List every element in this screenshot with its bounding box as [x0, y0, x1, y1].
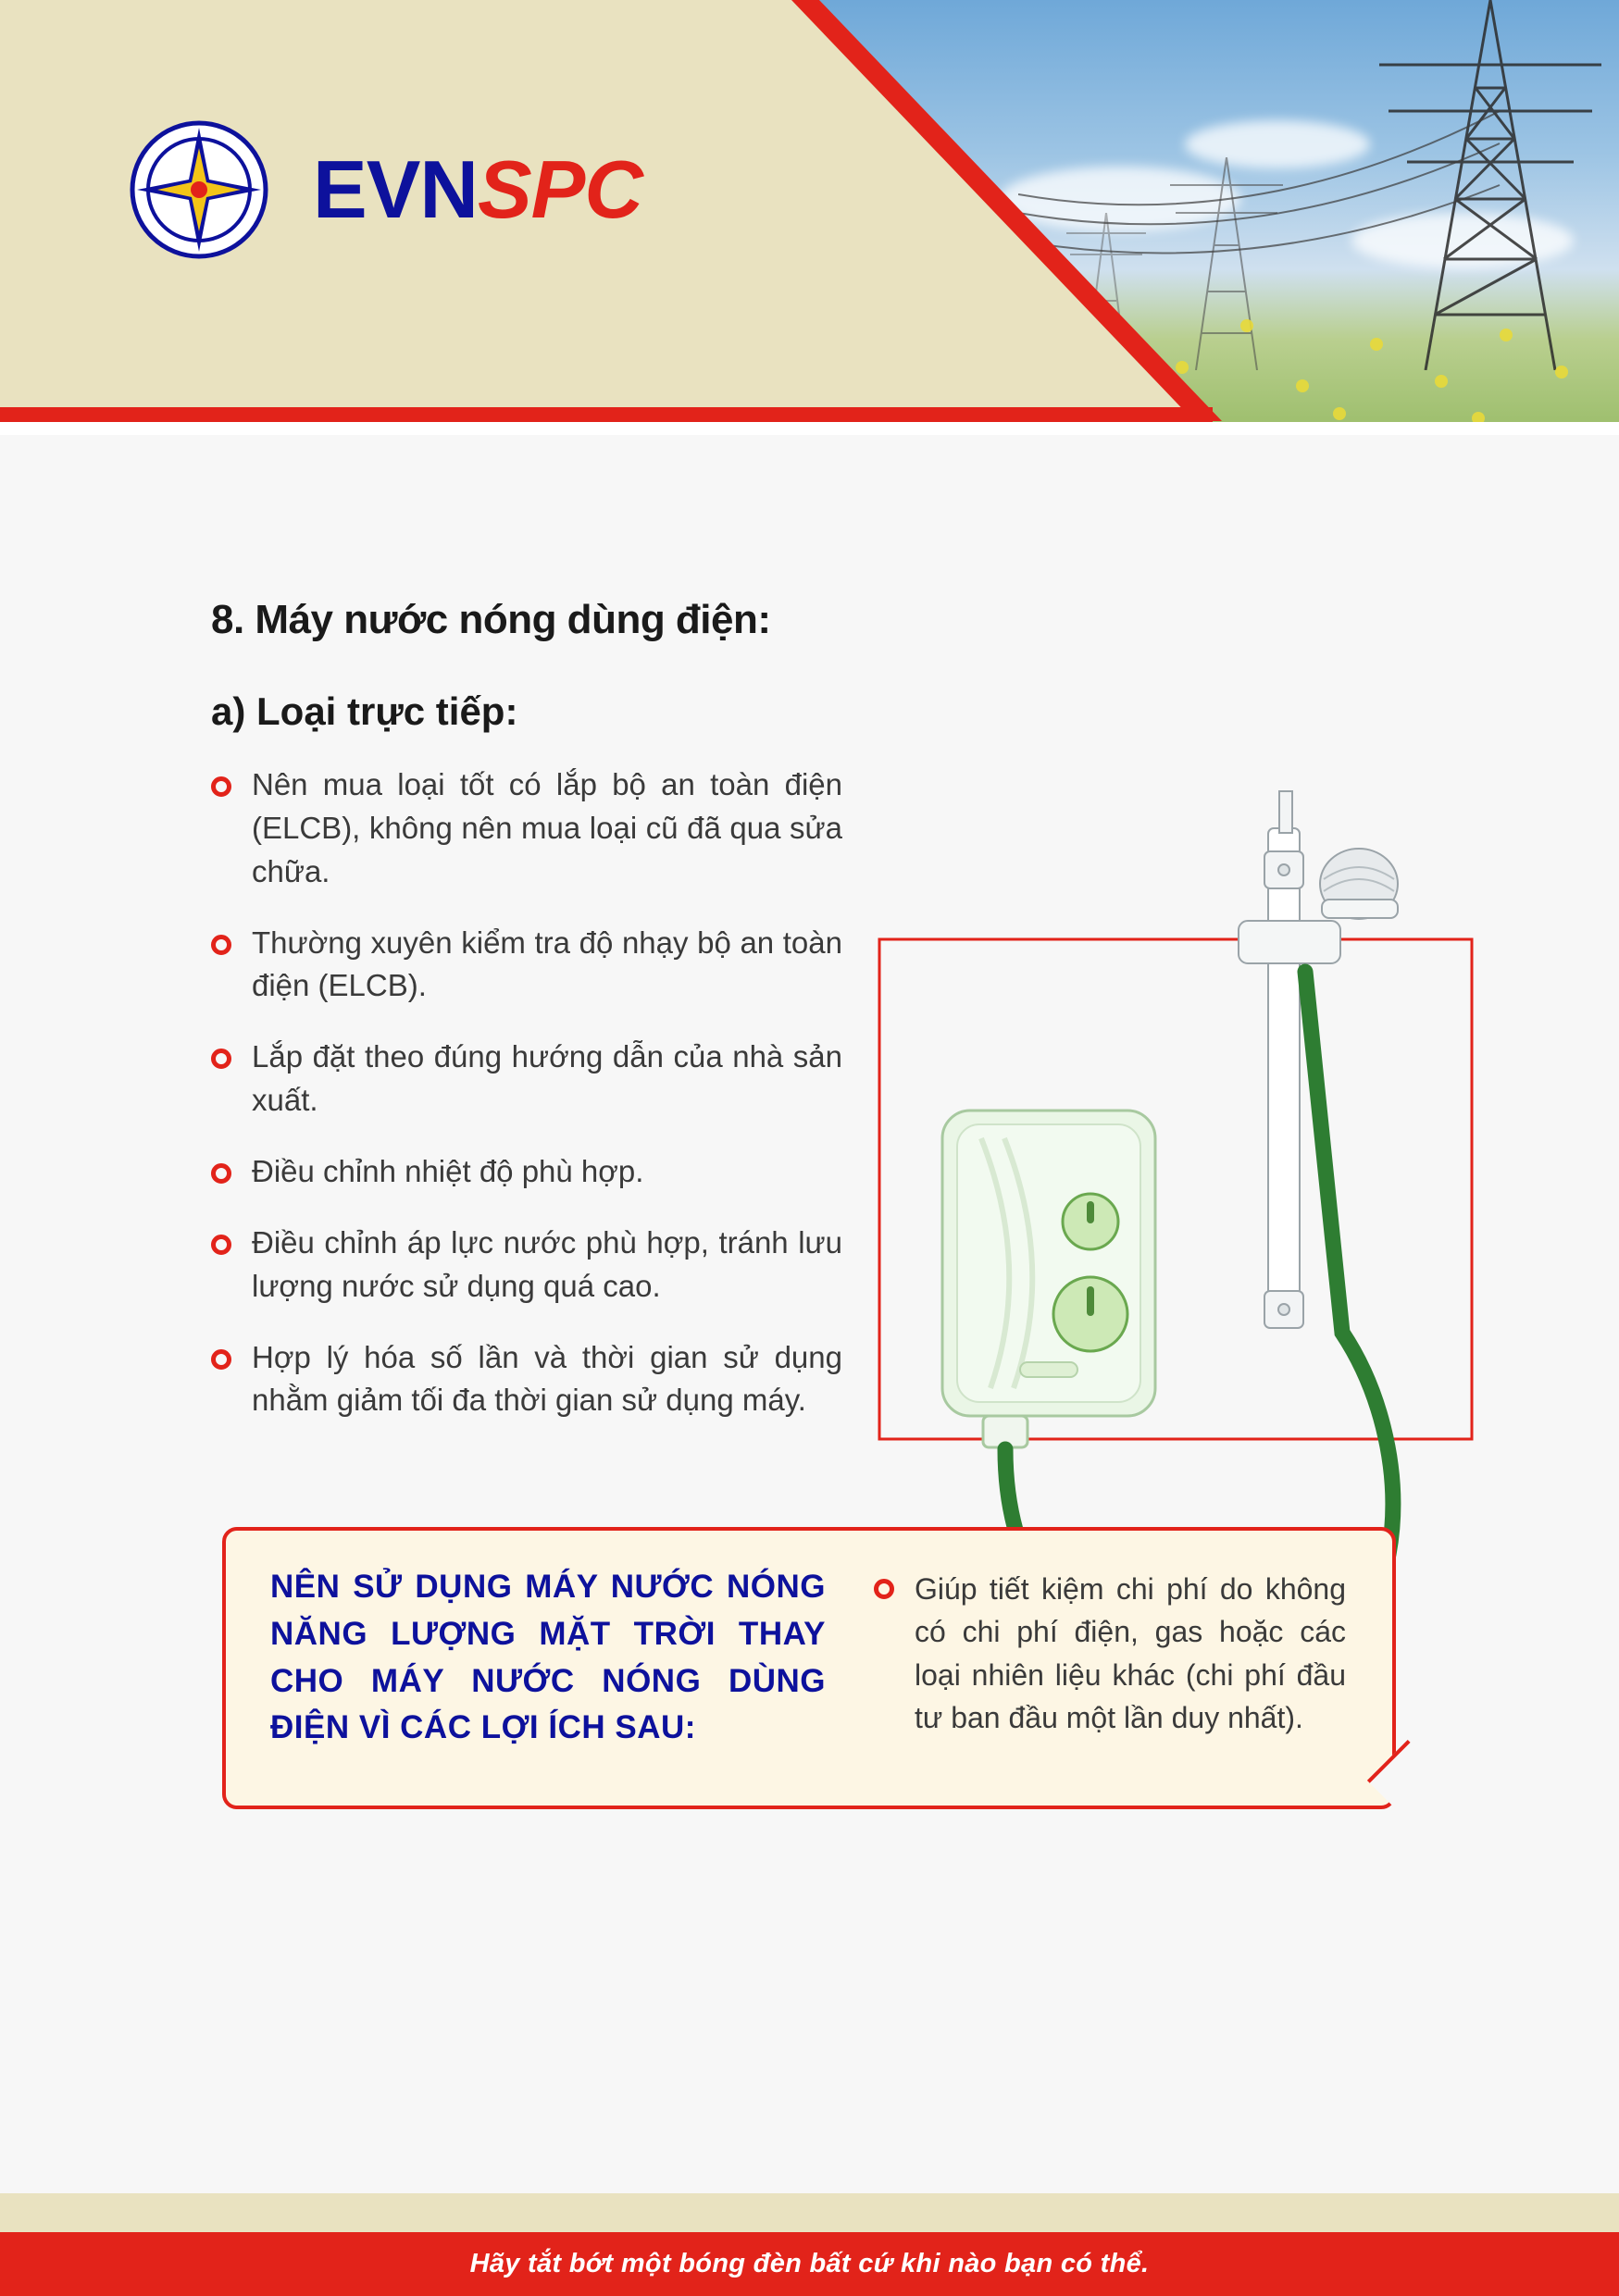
bullet-dot-icon	[211, 1235, 231, 1255]
list-item	[211, 1036, 842, 1123]
bullet-dot-icon	[211, 1049, 231, 1069]
brand-wordmark	[313, 143, 642, 235]
list-item	[211, 1150, 842, 1194]
list-item	[211, 922, 842, 1009]
footer-red-bar	[0, 2232, 1619, 2296]
callout-benefit	[874, 1568, 1346, 1740]
bullet-dot-icon	[211, 1163, 231, 1184]
list-item-text: Hợp lý hóa số lần và thời gian sử dụng nhằm giảm tối đa thời gian sử dụng máy.	[252, 1339, 842, 1418]
list-item-text: Điều chỉnh áp lực nước phù hợp, tránh lưu lượng nước sử dụng quá cao.	[252, 1224, 842, 1303]
page-title: 8. Máy nước nóng dùng điện:	[211, 597, 771, 642]
header-red-underline	[0, 407, 1213, 422]
bullet-dot-icon	[211, 1349, 231, 1370]
page-body	[0, 435, 1619, 2193]
brand-logo	[130, 120, 642, 259]
list-item	[211, 1222, 842, 1309]
evn-compass-star-icon	[130, 120, 268, 259]
page-footer	[0, 2193, 1619, 2296]
callout-box	[222, 1527, 1396, 1809]
list-item	[211, 1336, 842, 1423]
indicator-light	[1020, 1362, 1077, 1377]
list-item-text: Lắp đặt theo đúng hướng dẫn của nhà sản xuất.	[252, 1039, 842, 1118]
footer-beige-strip	[0, 2193, 1619, 2232]
bullet-dot-icon	[211, 776, 231, 797]
list-item-text: Điều chỉnh nhiệt độ phù hợp.	[252, 1154, 644, 1189]
callout-heading: NÊN SỬ DỤNG MÁY NƯỚC NÓNG NĂNG LƯỢNG MẶT TRỜI THAY CHO MÁY NƯỚC NÓNG DÙNG ĐIỆN VÌ CÁC LỢI ÍCH SAU:	[270, 1569, 826, 1746]
bullet-list	[211, 763, 842, 1450]
brand-spc-text: SPC	[477, 143, 642, 235]
page-header	[0, 0, 1619, 435]
bullet-dot-icon	[874, 1579, 894, 1599]
list-item-text: Thường xuyên kiểm tra độ nhạy bộ an toàn điện (ELCB).	[252, 925, 842, 1003]
header-white-strip	[0, 422, 1619, 435]
brand-evn-text: EVN	[313, 143, 478, 235]
footer-message: Hãy tắt bớt một bóng đèn bất cứ khi nào bạn có thể.	[469, 2249, 1150, 2278]
power-lines	[1018, 56, 1619, 333]
callout-benefit-text: Giúp tiết kiệm chi phí do không có chi phí điện, gas hoặc các loại nhiên liệu khác (chi phí đầu tư ban đầu một lần duy nhất).	[915, 1572, 1346, 1735]
list-item	[211, 763, 842, 894]
page-subtitle: a) Loại trực tiếp:	[211, 689, 518, 733]
bullet-dot-icon	[211, 935, 231, 955]
list-item-text: Nên mua loại tốt có lắp bộ an toàn điện (ELCB), không nên mua loại cũ đã qua sửa chữa.	[252, 767, 842, 888]
